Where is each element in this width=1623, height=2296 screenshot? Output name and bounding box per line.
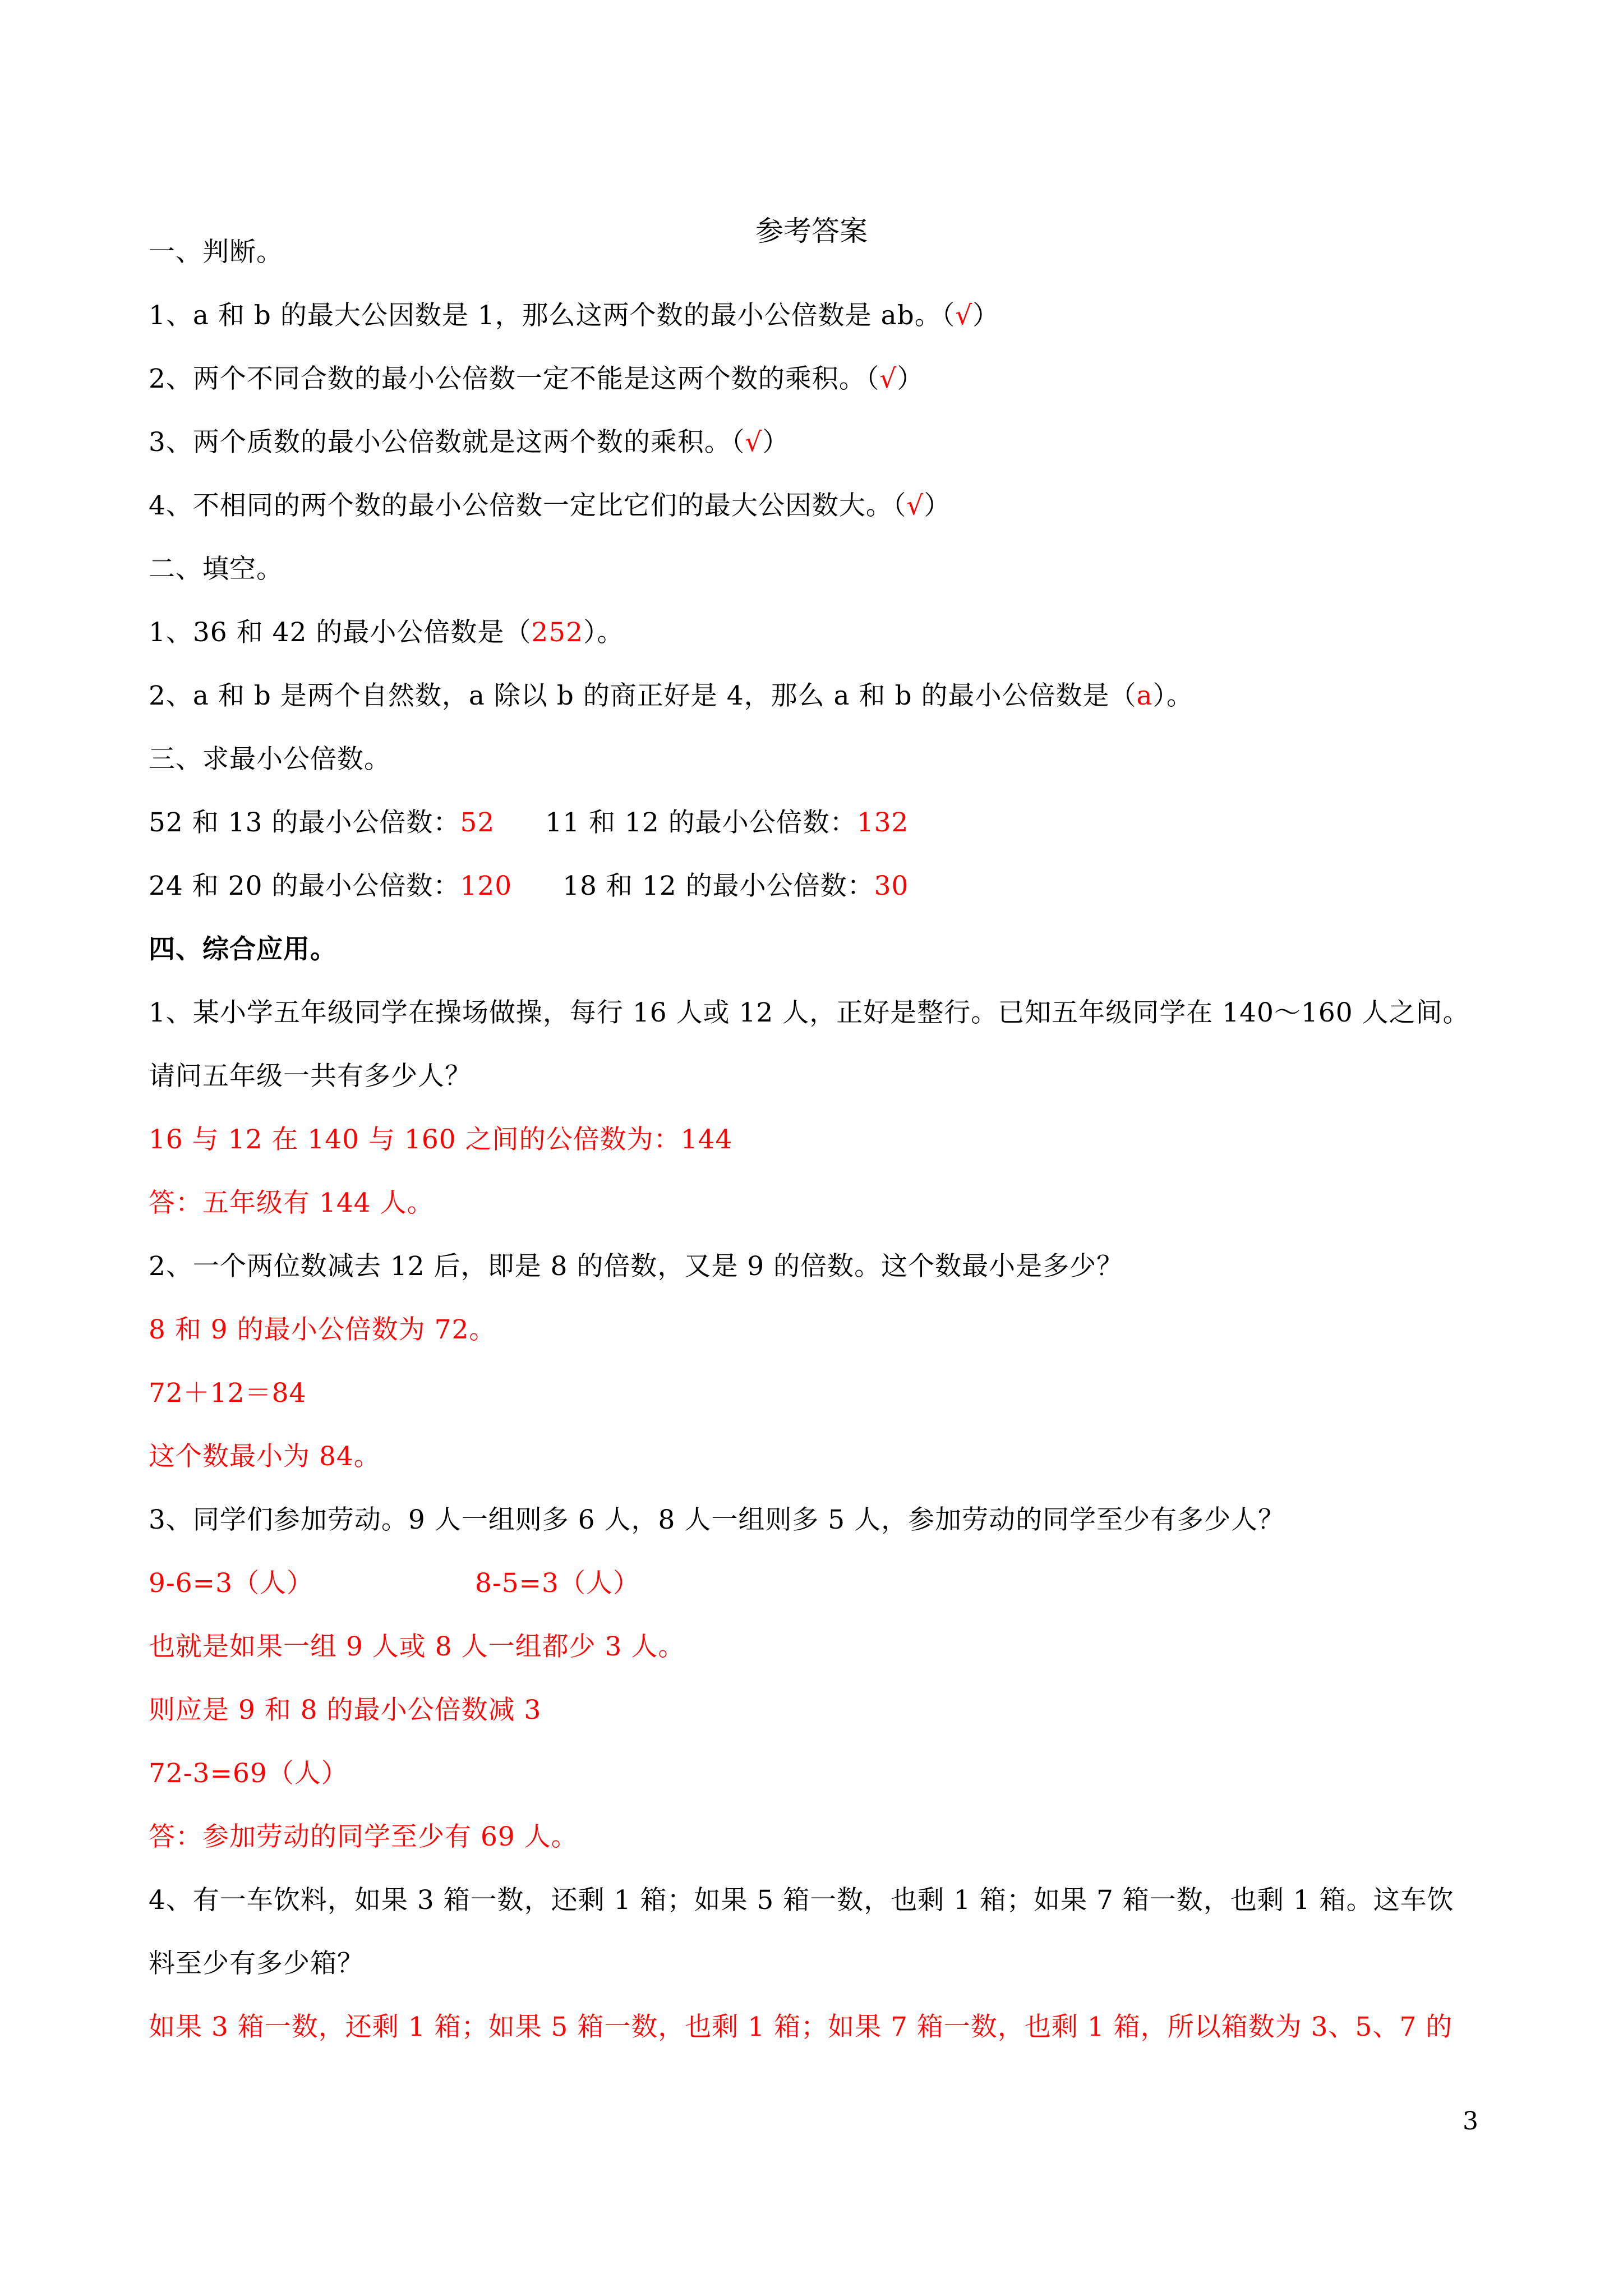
judgement-item-1-text: 1、a 和 b 的最大公因数是 1，那么这两个数的最小公倍数是 ab。（	[149, 300, 956, 331]
lcm-answer: 52	[460, 807, 495, 838]
judgement-item-2-close: ）	[897, 364, 924, 394]
q4-question-line-1: 4、有一车饮料，如果 3 箱一数，还剩 1 箱；如果 5 箱一数，也剩 1 箱；如果 7 箱一数，也剩 1 箱。这车饮	[149, 1885, 1454, 1916]
q3-calc-line	[149, 1567, 1495, 1600]
lcm-label: 52 和 13 的最小公倍数：	[149, 807, 460, 838]
judgement-item-4-close: ）	[924, 490, 951, 521]
q3-answer-line: 72-3=69（人）	[149, 1758, 348, 1789]
judgement-item-1	[149, 299, 1495, 333]
judgement-item-3-close: ）	[762, 427, 790, 458]
judgement-item-4	[149, 489, 1495, 523]
lcm-label: 11 和 12 的最小公倍数：	[545, 807, 857, 838]
q4-question-line-2: 料至少有多少箱？	[149, 1948, 364, 1979]
q1-answer-line: 16 与 12 在 140 与 160 之间的公倍数为：144	[149, 1124, 733, 1155]
page-title: 参考答案	[755, 215, 868, 247]
q2-answer-line: 72＋12＝84	[149, 1378, 307, 1409]
lcm-row-1	[149, 806, 1495, 840]
fill-item-1-close: ）。	[583, 617, 624, 648]
q2-answer-line: 8 和 9 的最小公倍数为 72。	[149, 1314, 496, 1345]
section-1-heading: 一、判断。	[149, 237, 283, 268]
section-4-heading: 四、综合应用。	[149, 934, 337, 965]
fill-item-2-text: 2、a 和 b 是两个自然数，a 除以 b 的商正好是 4，那么 a 和 b 的最小公倍数是（	[149, 680, 1137, 711]
lcm-answer: 120	[460, 871, 513, 901]
q4-answer-line: 如果 3 箱一数，还剩 1 箱；如果 5 箱一数，也剩 1 箱；如果 7 箱一数，也剩 1 箱，所以箱数为 3、5、7 的	[149, 2012, 1453, 2042]
lcm-answer: 30	[874, 871, 909, 901]
lcm-label: 18 和 12 的最小公倍数：	[562, 871, 874, 901]
q3-answer-line: 也就是如果一组 9 人或 8 人一组都少 3 人。	[149, 1631, 685, 1662]
fill-item-2-answer: a	[1136, 680, 1153, 711]
fill-item-2	[149, 679, 1495, 713]
judgement-item-4-text: 4、不相同的两个数的最小公倍数一定比它们的最大公因数大。（	[149, 490, 907, 521]
fill-item-1	[149, 616, 1495, 650]
q3-question: 3、同学们参加劳动。9 人一组则多 6 人，8 人一组则多 5 人，参加劳动的同学至少有多少人？	[149, 1504, 1285, 1535]
q1-question-line-1: 1、某小学五年级同学在操场做操，每行 16 人或 12 人，正好是整行。已知五年级同学在 140～160 人之间。	[149, 997, 1470, 1028]
judgement-item-3	[149, 426, 1495, 459]
judgement-item-2-answer: √	[879, 364, 897, 394]
judgement-item-3-text: 3、两个质数的最小公倍数就是这两个数的乘积。（	[149, 427, 745, 458]
page-number: 3	[1463, 2107, 1478, 2136]
q3-calc-b: 8-5=3（人）	[474, 1568, 640, 1599]
q2-answer-line: 这个数最小为 84。	[149, 1441, 381, 1472]
q2-question: 2、一个两位数减去 12 后，即是 8 的倍数，又是 9 的倍数。这个数最小是多少？	[149, 1251, 1124, 1282]
q1-question-line-2: 请问五年级一共有多少人？	[149, 1061, 472, 1092]
q3-answer-line: 答：参加劳动的同学至少有 69 人。	[149, 1821, 578, 1852]
judgement-item-3-answer: √	[745, 427, 763, 458]
lcm-label: 24 和 20 的最小公倍数：	[149, 871, 460, 901]
judgement-item-1-close: ）	[972, 300, 1000, 331]
section-2-heading: 二、填空。	[149, 554, 283, 585]
lcm-row-2	[149, 869, 1495, 903]
fill-item-1-text: 1、36 和 42 的最小公倍数是（	[149, 617, 532, 648]
q3-calc-a: 9-6=3（人）	[149, 1568, 313, 1599]
judgement-item-1-answer: √	[955, 300, 973, 331]
lcm-answer: 132	[856, 807, 909, 838]
judgement-item-4-answer: √	[906, 490, 924, 521]
judgement-item-2	[149, 362, 1495, 396]
q3-answer-line: 则应是 9 和 8 的最小公倍数减 3	[149, 1695, 542, 1726]
fill-item-2-close: ）。	[1152, 680, 1193, 711]
judgement-item-2-text: 2、两个不同合数的最小公倍数一定不能是这两个数的乘积。（	[149, 364, 880, 394]
q1-answer-line: 答：五年级有 144 人。	[149, 1188, 434, 1218]
fill-item-1-answer: 252	[531, 617, 584, 648]
section-3-heading: 三、求最小公倍数。	[149, 744, 391, 775]
